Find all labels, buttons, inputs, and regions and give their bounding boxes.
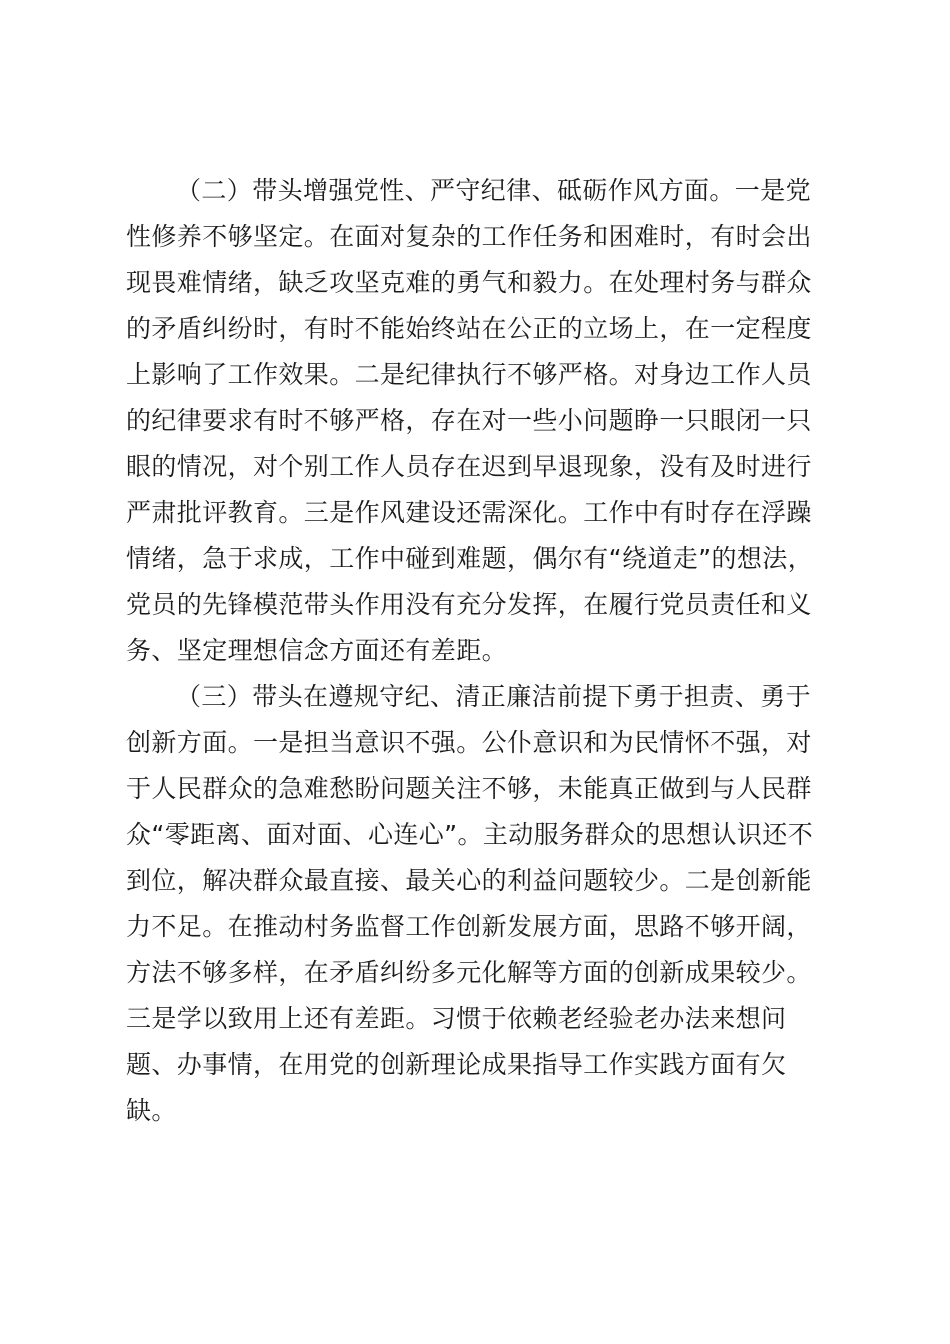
text-line: 务、坚定理想信念方面还有差距。 [126,636,508,665]
text-line: 三是学以致用上还有差距。习惯于依赖老经验老办法来想问 [126,1004,787,1033]
text-line: 现畏难情绪，缺乏攻坚克难的勇气和毅力。在处理村务与群众 [126,268,812,297]
text-line: 眼的情况，对个别工作人员存在迟到早退现象，没有及时进行 [126,452,812,481]
text-line: 的纪律要求有时不够严格，存在对一些小问题睁一只眼闭一只 [126,406,812,435]
text-line: 于人民群众的急难愁盼问题关注不够，未能真正做到与人民群 [126,774,812,803]
text-line: 到位，解决群众最直接、最关心的利益问题较少。二是创新能 [126,866,812,895]
text-line: （三）带头在遵规守纪、清正廉洁前提下勇于担责、勇于 [176,682,812,711]
text-line: 性修养不够坚定。在面对复杂的工作任务和困难时，有时会出 [126,222,812,251]
text-line: 缺。 [126,1096,177,1125]
text-line: 党员的先锋模范带头作用没有充分发挥，在履行党员责任和义 [126,590,812,619]
text-line: 力不足。在推动村务监督工作创新发展方面，思路不够开阔， [126,912,812,941]
text-line: 众“零距离、面对面、心连心”。主动服务群众的思想认识还不 [126,820,814,849]
text-line: 严肃批评教育。三是作风建设还需深化。工作中有时存在浮躁 [126,498,812,527]
text-line: 的矛盾纠纷时，有时不能始终站在公正的立场上，在一定程度 [126,314,812,343]
text-line: （二）带头增强党性、严守纪律、砥砺作风方面。一是党 [176,176,812,205]
text-line: 情绪，急于求成，工作中碰到难题，偶尔有“绕道走”的想法， [126,544,814,573]
text-line: 题、办事情，在用党的创新理论成果指导工作实践方面有欠 [126,1050,787,1079]
document-body [126,168,820,1134]
text-line: 创新方面。一是担当意识不强。公仆意识和为民情怀不强，对 [126,728,812,757]
paragraph-2 [126,168,820,674]
paragraph-3 [126,674,820,1134]
text-line: 上影响了工作效果。二是纪律执行不够严格。对身边工作人员 [126,360,812,389]
text-line: 方法不够多样，在矛盾纠纷多元化解等方面的创新成果较少。 [126,958,812,987]
